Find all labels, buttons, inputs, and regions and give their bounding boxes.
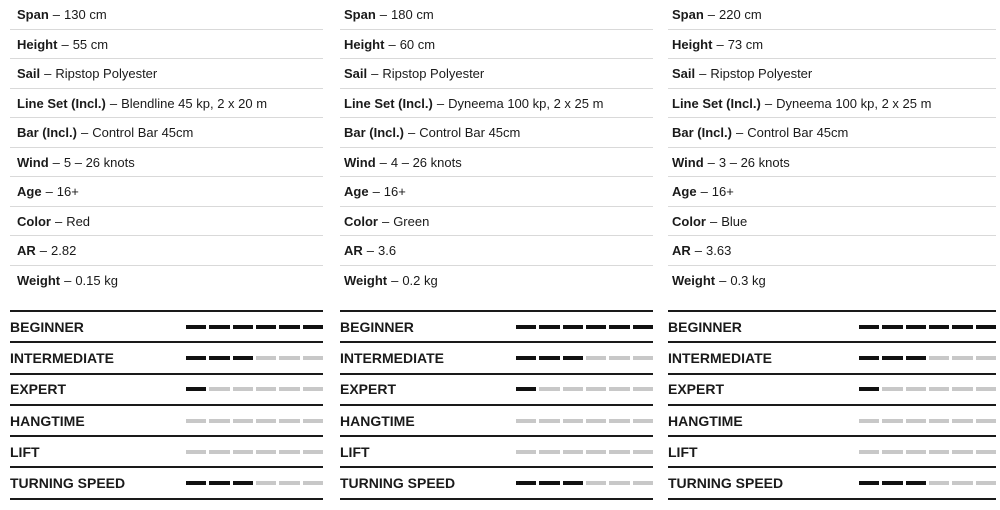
rating-segment <box>186 387 206 391</box>
rating-label: BEGINNER <box>340 318 414 335</box>
rating-segment <box>976 450 996 454</box>
rating-segment <box>563 450 583 454</box>
rating-segment <box>859 419 879 423</box>
rating-segment <box>516 481 536 485</box>
rating-segment <box>233 419 253 423</box>
spec-label: Sail <box>672 66 696 81</box>
spec-separator: – <box>381 213 390 229</box>
spec-value: Dyneema 100 kp, 2 x 25 m <box>448 95 604 111</box>
rating-segment <box>609 419 629 423</box>
rating-segment <box>929 325 949 329</box>
spec-separator: – <box>407 125 416 140</box>
spec-separator: – <box>54 213 63 229</box>
rating-label: EXPERT <box>668 381 725 398</box>
rating-label: HANGTIME <box>10 412 85 429</box>
spec-label: Wind <box>672 154 704 170</box>
rating-segment <box>303 387 323 391</box>
rating-segment <box>563 481 583 485</box>
spec-label: Weight <box>17 272 61 288</box>
spec-label: Height <box>344 36 385 52</box>
spec-value: Red <box>66 213 91 229</box>
rating-row <box>668 437 996 468</box>
rating-label: EXPERT <box>10 381 67 398</box>
rating-segment <box>882 387 902 391</box>
spec-value: Control Bar 45cm <box>419 125 521 140</box>
rating-segment <box>256 356 276 360</box>
rating-segment <box>303 419 323 423</box>
spec-separator: – <box>436 95 445 111</box>
spec-value: Control Bar 45cm <box>92 125 194 140</box>
spec-label: Span <box>672 7 704 22</box>
rating-row <box>340 312 653 343</box>
rating-segment <box>279 356 299 360</box>
spec-list <box>10 0 323 295</box>
rating-segment <box>633 450 653 454</box>
rating-segment <box>633 419 653 423</box>
spec-separator: – <box>64 272 72 288</box>
rating-label: BEGINNER <box>10 318 84 335</box>
rating-label: INTERMEDIATE <box>668 349 772 366</box>
spec-label: AR <box>672 243 691 258</box>
spec-separator: – <box>52 154 60 170</box>
rating-segment <box>186 356 206 360</box>
rating-segment <box>539 419 559 423</box>
spec-separator: – <box>44 66 52 81</box>
spec-label: Line Set (Incl.) <box>344 95 433 111</box>
rating-segment <box>882 419 902 423</box>
spec-label: Span <box>17 7 49 22</box>
rating-bar <box>516 481 653 485</box>
spec-row <box>340 266 653 296</box>
rating-segment <box>279 481 299 485</box>
rating-bar <box>516 419 653 423</box>
spec-separator: – <box>735 125 744 140</box>
rating-row <box>10 312 323 343</box>
rating-segment <box>882 356 902 360</box>
rating-segment <box>516 419 536 423</box>
rating-segment <box>233 450 253 454</box>
rating-segment <box>586 450 606 454</box>
spec-value: 73 cm <box>727 36 764 52</box>
spec-row <box>340 30 653 60</box>
spec-value: 5 – 26 knots <box>63 154 135 170</box>
rating-segment <box>906 419 926 423</box>
rating-segment <box>859 325 879 329</box>
rating-segment <box>279 325 299 329</box>
spec-label: Weight <box>672 272 716 288</box>
spec-value: 16+ <box>56 184 79 199</box>
spec-row <box>668 207 996 237</box>
rating-segment <box>952 325 972 329</box>
spec-value: 0.3 kg <box>730 272 766 288</box>
rating-segment <box>929 356 949 360</box>
rating-bar <box>186 387 323 391</box>
rating-row <box>10 406 323 437</box>
rating-segment <box>609 325 629 329</box>
rating-segment <box>906 481 926 485</box>
rating-segment <box>952 450 972 454</box>
rating-row <box>340 468 653 499</box>
spec-value: Blue <box>721 213 748 229</box>
rating-segment <box>859 356 879 360</box>
spec-separator: – <box>45 184 53 199</box>
rating-segment <box>906 356 926 360</box>
rating-segment <box>929 419 949 423</box>
rating-segment <box>952 419 972 423</box>
spec-separator: – <box>372 184 380 199</box>
spec-label: Height <box>17 36 58 52</box>
rating-row <box>10 343 323 374</box>
spec-value: 3 – 26 knots <box>718 154 790 170</box>
rating-segment <box>303 481 323 485</box>
spec-row <box>10 207 323 237</box>
rating-label: EXPERT <box>340 381 397 398</box>
spec-row <box>668 59 996 89</box>
rating-segment <box>906 450 926 454</box>
rating-segment <box>233 356 253 360</box>
rating-segment <box>279 419 299 423</box>
rating-label: TURNING SPEED <box>340 475 456 492</box>
spec-value: 0.2 kg <box>402 272 438 288</box>
rating-bar <box>859 481 996 485</box>
spec-row <box>10 30 323 60</box>
rating-segment <box>609 481 629 485</box>
rating-segment <box>882 481 902 485</box>
rating-segment <box>563 325 583 329</box>
rating-segment <box>256 481 276 485</box>
rating-segment <box>516 325 536 329</box>
rating-segment <box>539 325 559 329</box>
spec-separator: – <box>379 7 388 22</box>
rating-segment <box>859 450 879 454</box>
rating-segment <box>539 387 559 391</box>
rating-bar <box>516 387 653 391</box>
spec-label: Color <box>17 213 51 229</box>
rating-list <box>668 310 996 500</box>
rating-segment <box>516 450 536 454</box>
rating-segment <box>209 481 229 485</box>
rating-segment <box>859 481 879 485</box>
spec-separator: – <box>80 125 89 140</box>
spec-label: Age <box>672 184 697 199</box>
rating-segment <box>233 481 253 485</box>
spec-value: 180 cm <box>391 7 434 22</box>
kite-column-2 <box>668 0 996 492</box>
rating-segment <box>539 356 559 360</box>
spec-value: 16+ <box>711 184 734 199</box>
spec-row <box>340 207 653 237</box>
spec-separator: – <box>716 36 724 52</box>
spec-label: Bar (Incl.) <box>344 125 404 140</box>
rating-segment <box>186 419 206 423</box>
rating-segment <box>256 325 276 329</box>
spec-separator: – <box>709 213 718 229</box>
rating-segment <box>976 419 996 423</box>
rating-segment <box>516 387 536 391</box>
spec-separator: – <box>39 243 48 258</box>
rating-label: LIFT <box>668 443 698 460</box>
rating-label: LIFT <box>10 443 40 460</box>
spec-value: 4 – 26 knots <box>390 154 462 170</box>
spec-separator: – <box>371 66 379 81</box>
spec-value: Control Bar 45cm <box>747 125 849 140</box>
rating-segment <box>609 450 629 454</box>
spec-value: Green <box>393 213 430 229</box>
rating-segment <box>539 450 559 454</box>
spec-row <box>340 236 653 266</box>
rating-segment <box>586 356 606 360</box>
rating-row <box>340 437 653 468</box>
rating-row <box>10 375 323 406</box>
spec-separator: – <box>52 7 61 22</box>
spec-row <box>10 118 323 148</box>
rating-segment <box>633 481 653 485</box>
rating-segment <box>209 419 229 423</box>
rating-segment <box>279 450 299 454</box>
rating-bar <box>859 419 996 423</box>
spec-value: Ripstop Polyester <box>382 66 485 81</box>
spec-separator: – <box>391 272 399 288</box>
rating-label: HANGTIME <box>668 412 743 429</box>
spec-row <box>668 177 996 207</box>
spec-label: Sail <box>17 66 41 81</box>
spec-separator: – <box>699 66 707 81</box>
rating-bar <box>186 325 323 329</box>
rating-segment <box>882 450 902 454</box>
rating-segment <box>633 387 653 391</box>
rating-segment <box>186 450 206 454</box>
spec-row <box>668 236 996 266</box>
rating-segment <box>906 387 926 391</box>
rating-row <box>668 406 996 437</box>
rating-segment <box>906 325 926 329</box>
rating-row <box>340 343 653 374</box>
spec-label: Bar (Incl.) <box>672 125 732 140</box>
rating-segment <box>516 356 536 360</box>
rating-segment <box>209 356 229 360</box>
spec-separator: – <box>388 36 396 52</box>
rating-segment <box>929 481 949 485</box>
rating-segment <box>303 450 323 454</box>
rating-segment <box>859 387 879 391</box>
spec-value: 60 cm <box>399 36 436 52</box>
rating-bar <box>186 419 323 423</box>
rating-segment <box>256 419 276 423</box>
rating-segment <box>586 481 606 485</box>
rating-row <box>340 375 653 406</box>
rating-list <box>340 310 653 500</box>
spec-value: 3.63 <box>706 243 732 258</box>
spec-value: 220 cm <box>719 7 762 22</box>
rating-bar <box>859 387 996 391</box>
rating-segment <box>633 356 653 360</box>
rating-label: INTERMEDIATE <box>340 349 444 366</box>
spec-label: Color <box>672 213 706 229</box>
rating-bar <box>516 356 653 360</box>
rating-label: TURNING SPEED <box>10 475 126 492</box>
kite-column-1 <box>340 0 653 492</box>
rating-segment <box>233 387 253 391</box>
rating-row <box>340 406 653 437</box>
spec-separator: – <box>707 7 716 22</box>
rating-bar <box>859 450 996 454</box>
spec-row <box>668 118 996 148</box>
spec-value: Ripstop Polyester <box>55 66 158 81</box>
rating-segment <box>209 450 229 454</box>
rating-bar <box>859 356 996 360</box>
spec-row <box>340 59 653 89</box>
spec-row <box>668 266 996 296</box>
rating-bar <box>186 481 323 485</box>
rating-segment <box>563 356 583 360</box>
spec-label: AR <box>344 243 363 258</box>
kite-column-0 <box>10 0 323 492</box>
rating-segment <box>563 387 583 391</box>
spec-row <box>10 89 323 119</box>
spec-list <box>668 0 996 295</box>
rating-bar <box>186 356 323 360</box>
rating-segment <box>209 325 229 329</box>
spec-label: Height <box>672 36 713 52</box>
rating-segment <box>186 481 206 485</box>
rating-segment <box>633 325 653 329</box>
spec-row <box>668 89 996 119</box>
spec-label: Span <box>344 7 376 22</box>
rating-segment <box>586 325 606 329</box>
rating-bar <box>516 325 653 329</box>
spec-label: Weight <box>344 272 388 288</box>
rating-segment <box>233 325 253 329</box>
rating-row <box>668 343 996 374</box>
spec-row <box>668 0 996 30</box>
spec-label: Line Set (Incl.) <box>672 95 761 111</box>
spec-label: Color <box>344 213 378 229</box>
rating-segment <box>976 325 996 329</box>
spec-separator: – <box>707 154 715 170</box>
rating-row <box>10 437 323 468</box>
spec-value: Ripstop Polyester <box>710 66 813 81</box>
spec-label: Line Set (Incl.) <box>17 95 106 111</box>
rating-segment <box>976 356 996 360</box>
rating-row <box>668 375 996 406</box>
spec-row <box>10 266 323 296</box>
spec-separator: – <box>700 184 708 199</box>
spec-row <box>10 236 323 266</box>
spec-row <box>668 30 996 60</box>
spec-separator: – <box>694 243 703 258</box>
spec-separator: – <box>719 272 727 288</box>
rating-segment <box>929 450 949 454</box>
rating-row <box>668 312 996 343</box>
rating-label: TURNING SPEED <box>668 475 784 492</box>
rating-bar <box>859 325 996 329</box>
rating-segment <box>929 387 949 391</box>
rating-segment <box>952 481 972 485</box>
rating-segment <box>256 450 276 454</box>
spec-value: Dyneema 100 kp, 2 x 25 m <box>776 95 932 111</box>
spec-separator: – <box>764 95 773 111</box>
rating-segment <box>256 387 276 391</box>
rating-segment <box>952 387 972 391</box>
spec-row <box>340 89 653 119</box>
spec-value: 3.6 <box>378 243 397 258</box>
spec-value: 2.82 <box>51 243 77 258</box>
rating-row <box>10 468 323 499</box>
rating-segment <box>609 387 629 391</box>
spec-value: 0.15 kg <box>75 272 118 288</box>
rating-segment <box>186 325 206 329</box>
spec-label: Age <box>17 184 42 199</box>
spec-row <box>668 148 996 178</box>
spec-row <box>340 148 653 178</box>
spec-row <box>340 177 653 207</box>
rating-segment <box>563 419 583 423</box>
rating-segment <box>586 387 606 391</box>
rating-bar <box>186 450 323 454</box>
spec-separator: – <box>366 243 375 258</box>
spec-value: 16+ <box>383 184 406 199</box>
rating-segment <box>952 356 972 360</box>
spec-row <box>10 148 323 178</box>
rating-segment <box>609 356 629 360</box>
spec-value: 55 cm <box>72 36 109 52</box>
spec-separator: – <box>379 154 387 170</box>
spec-label: Bar (Incl.) <box>17 125 77 140</box>
spec-label: Wind <box>344 154 376 170</box>
spec-label: AR <box>17 243 36 258</box>
rating-label: HANGTIME <box>340 412 415 429</box>
rating-segment <box>279 387 299 391</box>
rating-label: BEGINNER <box>668 318 742 335</box>
rating-label: INTERMEDIATE <box>10 349 114 366</box>
rating-segment <box>882 325 902 329</box>
rating-bar <box>516 450 653 454</box>
spec-row <box>10 59 323 89</box>
rating-list <box>10 310 323 500</box>
spec-label: Wind <box>17 154 49 170</box>
rating-segment <box>976 481 996 485</box>
rating-segment <box>209 387 229 391</box>
spec-label: Sail <box>344 66 368 81</box>
rating-segment <box>303 356 323 360</box>
spec-value: Blendline 45 kp, 2 x 20 m <box>121 95 268 111</box>
rating-segment <box>539 481 559 485</box>
spec-value: 130 cm <box>64 7 107 22</box>
spec-separator: – <box>109 95 118 111</box>
rating-segment <box>976 387 996 391</box>
rating-segment <box>303 325 323 329</box>
rating-label: LIFT <box>340 443 370 460</box>
spec-label: Age <box>344 184 369 199</box>
spec-separator: – <box>61 36 69 52</box>
spec-row <box>340 0 653 30</box>
rating-row <box>668 468 996 499</box>
spec-list <box>340 0 653 295</box>
spec-row <box>10 177 323 207</box>
spec-row <box>340 118 653 148</box>
rating-segment <box>586 419 606 423</box>
spec-row <box>10 0 323 30</box>
